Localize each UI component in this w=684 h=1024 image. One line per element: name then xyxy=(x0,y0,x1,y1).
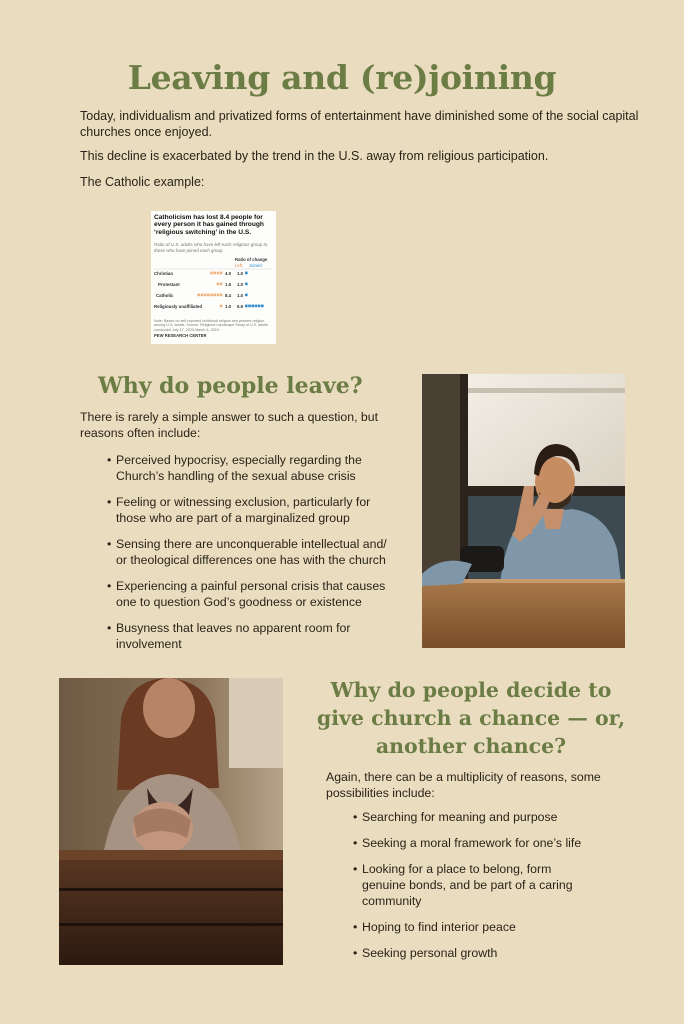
chart-left-value: 1.5 xyxy=(225,282,232,287)
joined-ratio-mark xyxy=(258,305,261,308)
list-item-text: Hoping to find interior peace xyxy=(362,920,516,934)
bullet-icon: • xyxy=(353,836,358,850)
bullet-icon: • xyxy=(107,453,112,467)
left-ratio-mark xyxy=(213,272,216,275)
list-item-text: Perceived hypocrisy, especially regarding the Church’s handling of the sexual abuse crisis xyxy=(116,453,362,483)
chart-left-value: 8.4 xyxy=(225,293,232,298)
chart-joined-value: 1.0 xyxy=(237,282,244,287)
bullet-icon: • xyxy=(107,621,112,635)
chart-title: Catholicism has lost 8.4 people for every person it has gained through ‘religious switching’ in the U.S. xyxy=(154,214,264,236)
bullet-icon: • xyxy=(107,495,112,509)
chart-row-label: Protestant xyxy=(158,282,180,287)
chart-joined-value: 1.0 xyxy=(237,271,244,276)
joined-ratio-mark xyxy=(245,305,248,308)
chart-note-text: Note: Based on self-reported childhood religion and present religion among U.S. adults. xyxy=(154,319,265,328)
list-item-text: Experiencing a painful personal crisis that causes one to question God’s goodness or existence xyxy=(116,579,386,609)
list-item xyxy=(353,861,588,909)
photo-woman-praying xyxy=(59,678,283,965)
list-item-text: Sensing there are unconquerable intellectual and/ or theological differences one has with the church xyxy=(116,537,387,567)
list-item xyxy=(353,835,588,851)
left-ratio-mark xyxy=(210,294,213,297)
chart-left-value: 4.0 xyxy=(225,271,232,276)
chart-row-label: Religiously unaffiliated xyxy=(154,304,203,309)
list-item-text: Seeking a moral framework for one’s life xyxy=(362,836,582,850)
pew-chart xyxy=(151,211,276,344)
joined-ratio-mark xyxy=(245,272,248,275)
list-item xyxy=(107,494,392,526)
list-item xyxy=(107,536,392,568)
intro-paragraph-1: Today, individualism and privatized forms of entertainment have diminished some of the social capital churches once enjoyed. xyxy=(80,109,639,139)
joined-ratio-mark xyxy=(245,283,248,286)
rejoin-heading: Why do people decide to give church a chance — or, another chance? xyxy=(316,678,626,758)
leave-intro: There is rarely a simple answer to such a question, but reasons often include: xyxy=(80,410,379,440)
left-ratio-mark xyxy=(197,294,200,297)
bullet-icon: • xyxy=(353,946,358,960)
left-ratio-mark xyxy=(210,272,213,275)
chart-note xyxy=(154,319,274,332)
left-ratio-mark xyxy=(204,294,207,297)
chart-row-label: Catholic xyxy=(156,293,174,298)
list-item-text: Searching for meaning and purpose xyxy=(362,810,558,824)
left-ratio-mark xyxy=(220,294,223,297)
list-item xyxy=(353,945,588,961)
joined-ratio-mark xyxy=(255,305,258,308)
joined-ratio-mark xyxy=(245,294,248,297)
list-item xyxy=(107,452,392,484)
left-ratio-mark xyxy=(207,294,210,297)
list-item xyxy=(107,578,392,610)
left-ratio-mark xyxy=(220,305,223,308)
bullet-icon: • xyxy=(353,920,358,934)
photo-man-at-table xyxy=(422,374,625,648)
chart-joined-value: 1.0 xyxy=(237,293,244,298)
chart-joined-header: Joined xyxy=(249,263,262,268)
rejoin-reasons-list xyxy=(353,809,588,971)
bullet-icon: • xyxy=(353,810,358,824)
list-item xyxy=(353,809,588,825)
left-ratio-mark xyxy=(217,272,220,275)
chart-source-text: Source: Religious Landscape Study of U.S. adults conducted July 17, 2023-March 4, 2024. xyxy=(154,323,268,332)
chart-left-value: 1.0 xyxy=(225,304,232,309)
chart-column-header: Ratio of change xyxy=(235,257,268,262)
list-item-text: Looking for a place to belong, form genuine bonds, and be part of a caring community xyxy=(362,862,573,908)
left-ratio-mark xyxy=(201,294,204,297)
bullet-icon: • xyxy=(107,579,112,593)
left-ratio-mark xyxy=(217,294,220,297)
left-ratio-mark xyxy=(220,272,223,275)
intro-paragraph-3: The Catholic example: xyxy=(80,175,205,189)
leave-heading: Why do people leave? xyxy=(98,373,363,399)
list-item xyxy=(353,919,588,935)
chart-left-header: Left xyxy=(235,263,243,268)
bullet-icon: • xyxy=(353,862,358,876)
joined-ratio-mark xyxy=(251,305,254,308)
joined-ratio-mark xyxy=(261,305,264,308)
left-ratio-mark xyxy=(220,283,223,286)
chart-subtitle: Ratio of U.S. adults who have left each religious group to those who have joined each group xyxy=(154,242,268,253)
list-item xyxy=(107,620,392,652)
rejoin-intro: Again, there can be a multiplicity of reasons, some possibilities include: xyxy=(326,770,601,800)
list-item-text: Feeling or witnessing exclusion, particularly for those who are part of a marginalized group xyxy=(116,495,371,525)
list-item-text: Busyness that leaves no apparent room for involvement xyxy=(116,621,351,651)
leave-reasons-list xyxy=(107,452,392,662)
page-title: Leaving and (re)joining xyxy=(127,58,557,97)
intro-paragraph-2: This decline is exacerbated by the trend in the U.S. away from religious participation. xyxy=(80,149,549,163)
joined-ratio-mark xyxy=(248,305,251,308)
chart-row-label: Christian xyxy=(154,271,174,276)
chart-credit: PEW RESEARCH CENTER xyxy=(154,333,207,338)
chart-joined-value: 5.9 xyxy=(237,304,244,309)
bullet-icon: • xyxy=(107,537,112,551)
left-ratio-mark xyxy=(217,283,220,286)
left-ratio-mark xyxy=(213,294,216,297)
list-item-text: Seeking personal growth xyxy=(362,946,498,960)
